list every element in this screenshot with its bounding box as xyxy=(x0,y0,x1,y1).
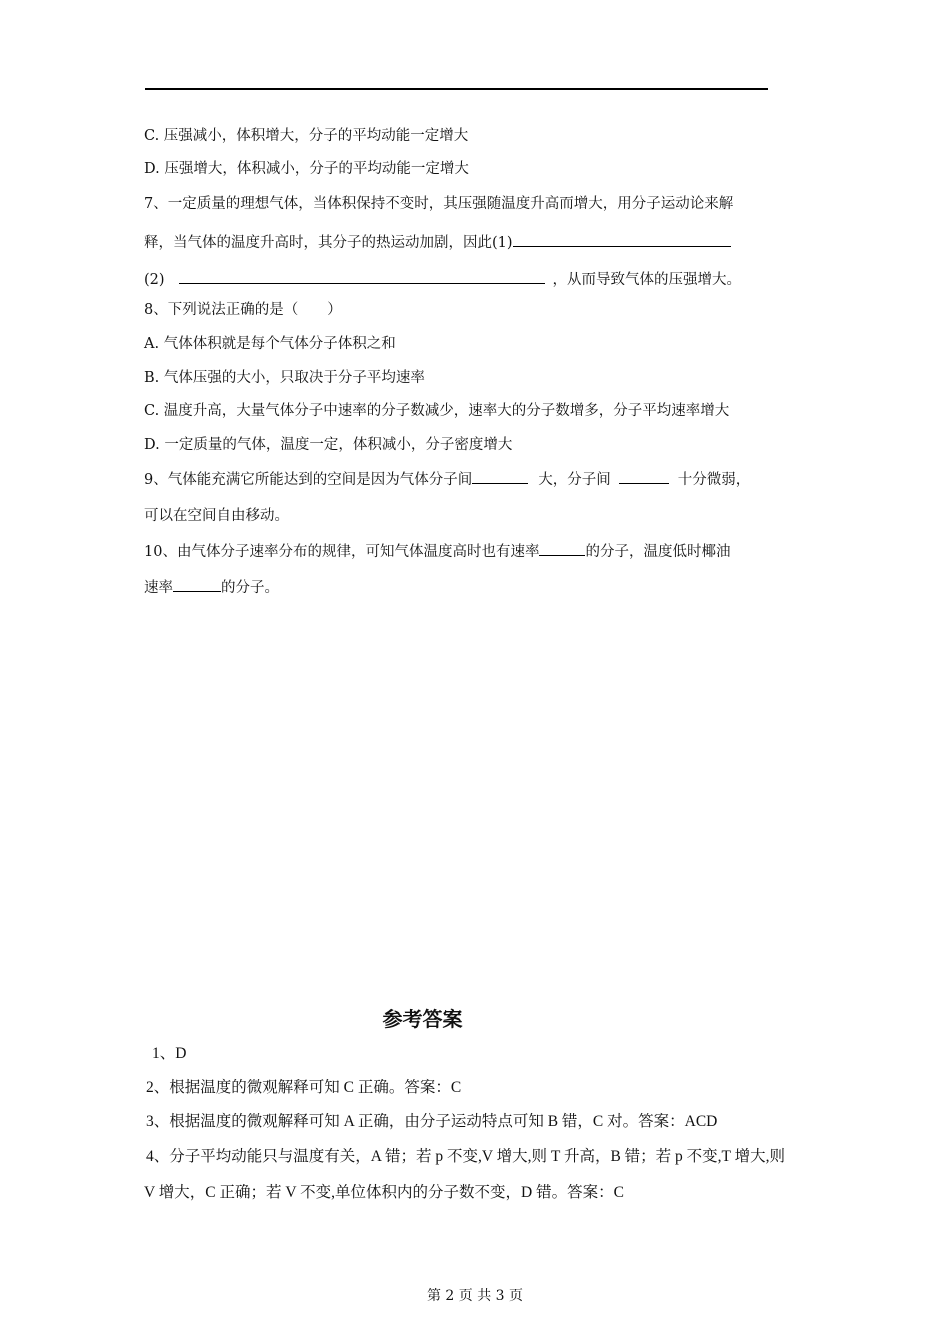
q7-line-2-text: 释，当气体的温度升高时，其分子的热运动加剧，因此(1) xyxy=(144,235,513,251)
answer-2: 2、根据温度的微观解释可知 C 正确。答案：C xyxy=(146,1079,462,1096)
q9-text-c: 十分微弱， xyxy=(677,472,751,488)
q10-text-c: 速率 xyxy=(144,580,173,596)
q6-option-c: C. 压强减小，体积增大，分子的平均动能一定增大 xyxy=(144,128,469,144)
q7-line-3-suffix: ，从而导致气体的压强增大。 xyxy=(552,272,742,288)
q9-blank-1 xyxy=(472,468,528,484)
q8-option-d: D. 一定质量的气体，温度一定，体积减小，分子密度增大 xyxy=(144,437,513,453)
q8-option-c: C. 温度升高，大量气体分子中速率的分子数减少，速率大的分子数增多，分子平均速率增大 xyxy=(144,403,730,419)
q10-line-2 xyxy=(144,576,279,598)
q7-blank-1 xyxy=(513,231,731,247)
page-footer: 第 2 页 共 3 页 xyxy=(426,1288,524,1304)
q9-blank-2 xyxy=(619,468,669,484)
q9-text-a: 9、气体能充满它所能达到的空间是因为气体分子间 xyxy=(144,472,473,488)
q10-blank-1 xyxy=(539,540,585,556)
q10-line-1 xyxy=(144,540,730,562)
q10-text-b: 的分子，温度低时椰油 xyxy=(585,544,731,560)
q10-blank-2 xyxy=(173,576,221,592)
answer-3: 3、根据温度的微观解释可知 A 正确，由分子运动特点可知 B 错，C 对。答案：ACD xyxy=(146,1113,718,1130)
q9-text-b: 大，分子间 xyxy=(538,472,611,488)
answer-4-line-1: 4、分子平均动能只与温度有关，A 错；若 p 不变,V 增大,则 T 升高，B 错；若 p 不变,T 增大,则 xyxy=(146,1148,785,1165)
q8-option-b: B. 气体压强的大小，只取决于分子平均速率 xyxy=(144,370,425,386)
answers-title: 参考答案 xyxy=(382,1007,463,1031)
q9-line-1 xyxy=(144,468,750,490)
q8-option-a: A. 气体体积就是每个气体分子体积之和 xyxy=(144,336,396,352)
q7-line-3-prefix: (2) xyxy=(144,272,165,288)
header-rule xyxy=(145,88,768,90)
q8-stem: 8、下列说法正确的是（ ） xyxy=(144,302,342,318)
q7-line-3 xyxy=(144,268,741,290)
q7-line-1: 7、一定质量的理想气体，当体积保持不变时，其压强随温度升高而增大，用分子运动论来解 xyxy=(144,196,734,212)
q7-blank-2 xyxy=(179,268,545,284)
q7-line-2 xyxy=(144,231,731,253)
answer-1: 1、D xyxy=(152,1045,187,1062)
q10-text-a: 10、由气体分子速率分布的规律，可知气体温度高时也有速率 xyxy=(144,544,540,560)
answer-4-line-2: V 增大，C 正确；若 V 不变,单位体积内的分子数不变，D 错。答案：C xyxy=(144,1184,624,1201)
q9-line-2: 可以在空间自由移动。 xyxy=(144,508,289,524)
q10-text-d: 的分子。 xyxy=(221,580,279,596)
q6-option-d: D. 压强增大，体积减小，分子的平均动能一定增大 xyxy=(144,161,469,177)
